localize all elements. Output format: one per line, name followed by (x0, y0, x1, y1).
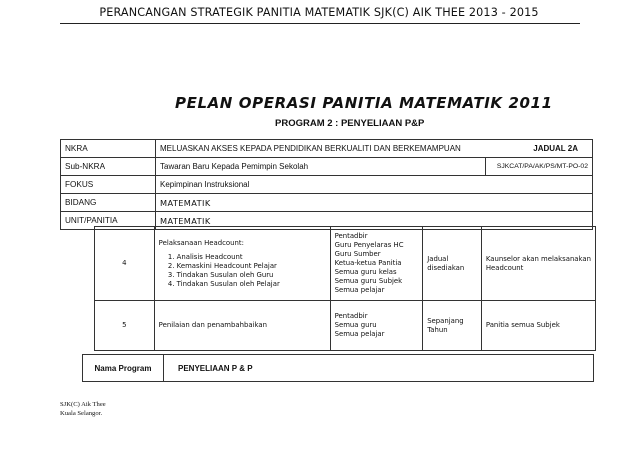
output-line: Headcount (485, 263, 524, 272)
activity-people (330, 301, 423, 351)
person-role: Semua pelajar (334, 286, 385, 294)
activity-step: 4. Tindakan Susulan oleh Pelajar (177, 280, 326, 289)
fokus-label: FOKUS (61, 176, 156, 194)
activity-table (94, 226, 596, 351)
time-line: Sepanjang (427, 316, 464, 325)
person-role: Semua guru (334, 321, 377, 329)
activity-output (481, 227, 595, 301)
time-line: Jadual (427, 254, 449, 263)
activity-steps (159, 253, 326, 289)
footer-location: Kuala Selangor. (60, 410, 103, 417)
activity-number: 5 (95, 301, 155, 351)
nkra-label: NKRA (61, 140, 156, 158)
info-row-fokus (61, 176, 593, 194)
reference-code: SJKCAT/PA/AK/PS/MT-PO-02 (486, 158, 593, 176)
program-label: Nama Program (83, 355, 164, 382)
program-row (83, 355, 594, 382)
activity-row (95, 227, 596, 301)
activity-row (95, 301, 596, 351)
person-role: Semua pelajar (334, 330, 385, 338)
person-role: Pentadbir (334, 232, 368, 240)
person-role: Semua guru kelas (334, 268, 397, 276)
unit-value: MATEMATIK (156, 212, 593, 230)
activity-time (423, 227, 482, 301)
jadual-label: JADUAL 2A (486, 140, 593, 158)
activity-time (423, 301, 482, 351)
person-role: Guru Penyelaras HC (334, 241, 404, 249)
activity-step: 3. Tindakan Susulan oleh Guru (177, 271, 326, 280)
activity-description (154, 301, 330, 351)
bidang-value: MATEMATIK (156, 194, 593, 212)
fokus-value: Kepimpinan Instruksional (156, 176, 593, 194)
activity-step: 2. Kemaskini Headcount Pelajar (177, 262, 326, 271)
footer-school: SJK(C) Aik Thee (60, 401, 106, 408)
activity-title: Pelaksanaan Headcount: (158, 238, 244, 247)
bidang-label: BIDANG (61, 194, 156, 212)
header-divider (60, 23, 580, 24)
person-role: Ketua-ketua Panitia (334, 259, 402, 267)
document-title: PELAN OPERASI PANITIA MATEMATIK 2011 (175, 94, 553, 112)
activity-title: Penilaian dan penambahbaikan (158, 321, 267, 329)
activity-step: 1. Analisis Headcount (177, 253, 326, 262)
page-header: PERANCANGAN STRATEGIK PANITIA MATEMATIK SJK(C) AIK THEE 2013 - 2015 (99, 6, 539, 19)
subnkra-value: Tawaran Baru Kepada Pemimpin Sekolah (156, 158, 486, 176)
unit-label: UNIT/PANITIA (61, 212, 156, 230)
output-line: Panitia semua Subjek (485, 321, 560, 329)
info-row-bidang (61, 194, 593, 212)
time-line: disediakan (427, 263, 465, 272)
activity-number: 4 (95, 227, 155, 301)
activity-description (154, 227, 330, 301)
activity-people (330, 227, 423, 301)
person-role: Guru Sumber (334, 250, 381, 258)
activity-output (481, 301, 595, 351)
info-row-nkra (61, 140, 593, 158)
footer-address (60, 400, 106, 418)
info-table (60, 139, 593, 230)
info-row-subnkra (61, 158, 593, 176)
subnkra-label: Sub-NKRA (61, 158, 156, 176)
program-subtitle: PROGRAM 2 : PENYELIAAN P&P (275, 118, 425, 129)
nkra-value-text: MELUASKAN AKSES KEPADA PENDIDIKAN BERKUALITI DAN BERKEMAMPUAN (160, 144, 461, 153)
output-line: Kaunselor akan melaksanakan (485, 254, 591, 263)
program-value: PENYELIAAN P & P (164, 355, 594, 382)
person-role: Semua guru Subjek (334, 277, 403, 285)
program-name-table (82, 354, 594, 382)
time-line: Tahun (427, 325, 448, 334)
nkra-value (156, 140, 486, 158)
person-role: Pentadbir (334, 312, 368, 320)
